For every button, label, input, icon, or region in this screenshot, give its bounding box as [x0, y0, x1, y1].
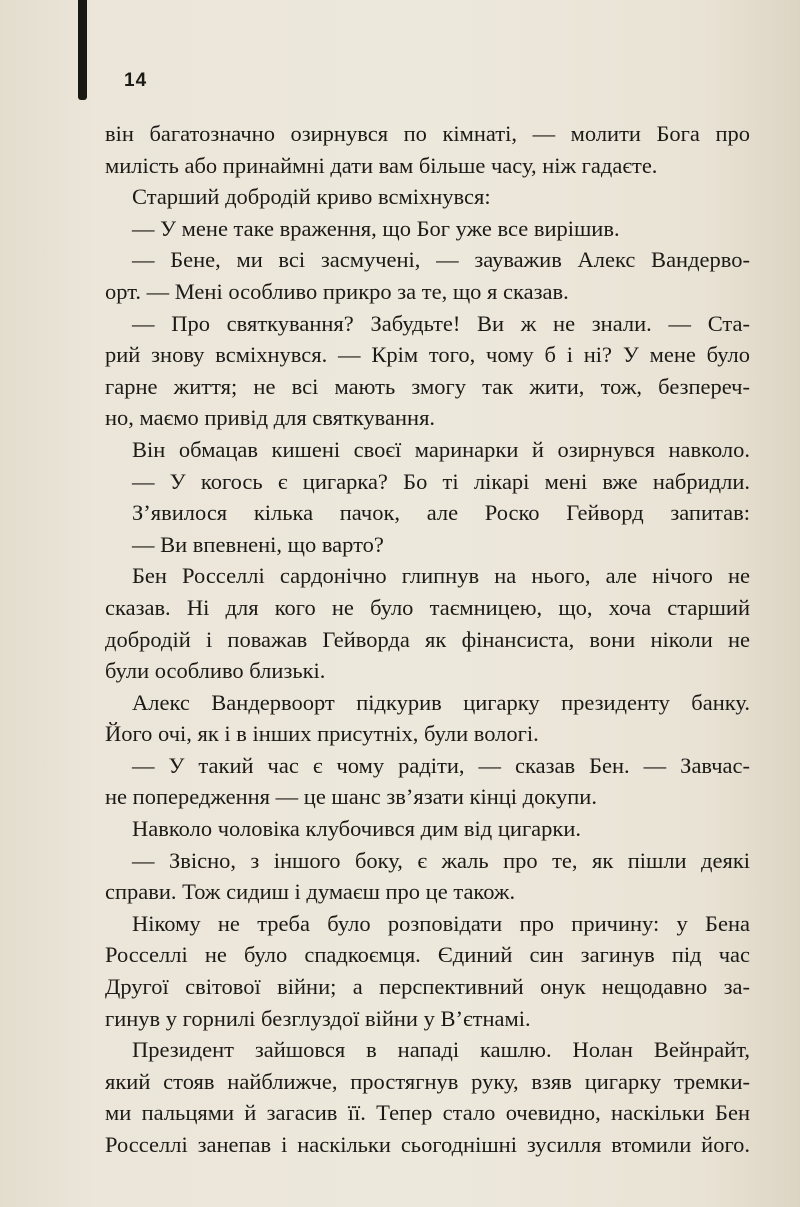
- text-line: не попередження — це шанс зв’язати кінці докупи.: [105, 784, 597, 810]
- text-line: Росселлі не було спадкоємця. Єдиний син загинув під час: [105, 942, 750, 968]
- text-line: справи. Тож сидиш і думаєш про це також.: [105, 879, 516, 905]
- text-line: но, маємо привід для святкування.: [105, 405, 436, 431]
- text-line: ми пальцями й загасив її. Тепер стало очевидно, наскільки Бен: [105, 1100, 750, 1126]
- text-line: — У такий час є чому радіти, — сказав Бен. — Завчас-: [132, 752, 750, 778]
- text-line: який стояв найближче, простягнув руку, взяв цигарку тремки-: [105, 1068, 750, 1094]
- text-line: — Бене, ми всі засмучені, — зауважив Алекс Вандерво-: [132, 247, 750, 273]
- body-text: [105, 118, 750, 1161]
- text-line: сказав. Ні для кого не було таємницею, що, хоча старший: [105, 594, 750, 620]
- binding-edge-mark: [78, 0, 87, 100]
- text-line: Другої світової війни; а перспективний онук нещодавно за-: [105, 974, 750, 1000]
- page-number: 14: [124, 70, 148, 91]
- text-line: Росселлі занепав і наскільки сьогоднішні зусилля втомили його.: [105, 1132, 750, 1157]
- text-line: орт. — Мені особливо прикро за те, що я сказав.: [105, 278, 569, 304]
- text-line: — Ви впевнені, що варто?: [132, 531, 384, 557]
- text-line: милість або принаймні дати вам більше часу, ніж гадаєте.: [105, 152, 658, 178]
- text-line: Нікому не треба було розповідати про причину: у Бена: [132, 910, 750, 936]
- text-line: З’явилося кілька пачок, але Роско Гейворд запитав:: [132, 500, 750, 526]
- text-line: Старший добродій криво всміхнувся:: [132, 184, 491, 210]
- text-line: були особливо близькі.: [105, 658, 326, 684]
- text-line: гарне життя; не всі мають змогу так жити, тож, безпереч-: [105, 373, 750, 399]
- text-line: гинув у горнилі безглуздої війни у В’єтнамі.: [105, 1005, 531, 1031]
- text-line: Президент зайшовся в нападі кашлю. Нолан Вейнрайт,: [132, 1037, 750, 1063]
- text-line: — Звісно, з іншого боку, є жаль про те, як пішли деякі: [132, 847, 750, 873]
- text-line: Він обмацав кишені своєї маринарки й озирнувся навколо.: [132, 436, 750, 462]
- text-line: рий знову всміхнувся. — Крім того, чому б і ні? У мене було: [105, 342, 750, 368]
- text-line: Навколо чоловіка клубочився дим від цигарки.: [132, 816, 582, 842]
- text-line: Його очі, як і в інших присутніх, були вологі.: [105, 721, 539, 747]
- text-line: він багатозначно озирнувся по кімнаті, — молити Бога про: [105, 121, 750, 146]
- text-line: — Про святкування? Забудьте! Ви ж не знали. — Ста-: [132, 310, 750, 336]
- text-line: — У мене таке враження, що Бог уже все вирішив.: [132, 215, 620, 241]
- text-line: — У когось є цигарка? Бо ті лікарі мені вже набридли.: [132, 468, 750, 494]
- text-line: добродій і поважав Гейворда як фінансиста, вони ніколи не: [105, 626, 750, 652]
- text-line: Алекс Вандервоорт підкурив цигарку президенту банку.: [132, 689, 750, 715]
- text-line: Бен Росселлі сардонічно глипнув на нього, але нічого не: [132, 563, 750, 589]
